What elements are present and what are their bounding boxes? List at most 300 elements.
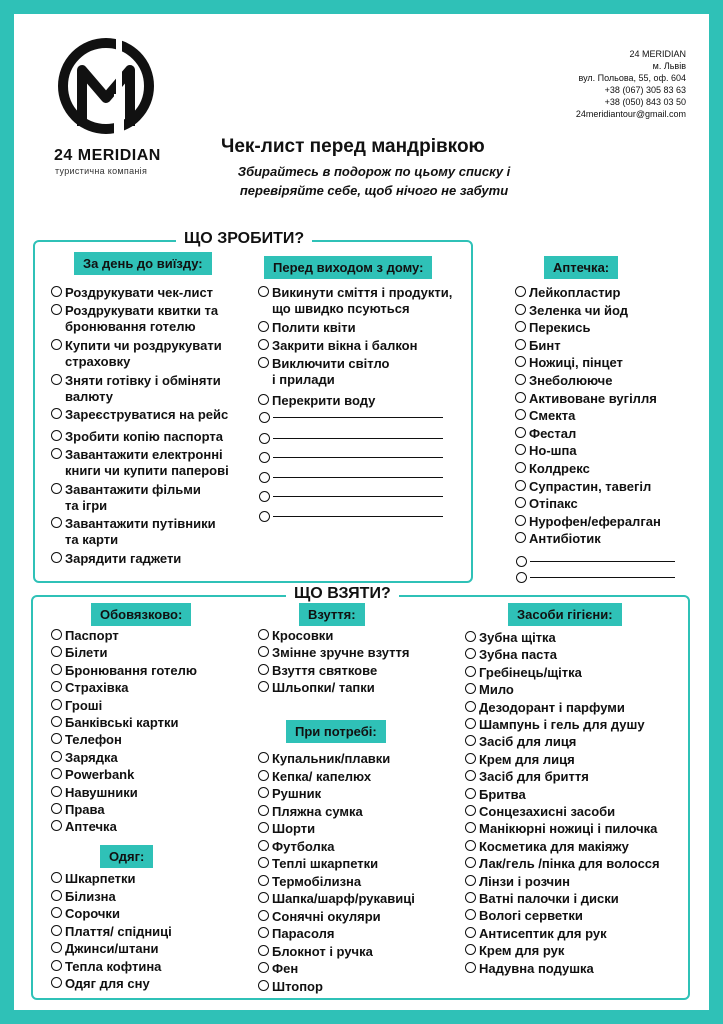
checklist-item[interactable] [51, 373, 221, 405]
checkbox-circle[interactable] [465, 857, 476, 868]
blank-entry[interactable] [516, 556, 675, 567]
shoes-header: Взуття: [299, 603, 365, 626]
checklist-item[interactable] [465, 752, 575, 768]
checkbox-circle[interactable] [465, 631, 476, 642]
checkbox-circle[interactable] [258, 822, 269, 833]
checklist-item[interactable] [258, 839, 335, 855]
checkbox-circle[interactable] [51, 629, 62, 640]
checklist-item-label: Футболка [272, 838, 335, 854]
checklist-item-label: Шорти [272, 821, 316, 836]
checklist-item[interactable] [51, 628, 119, 644]
checklist-item[interactable] [258, 751, 390, 767]
checkbox-circle[interactable] [465, 944, 476, 955]
contact-email: 24meridiantour@gmail.com [575, 109, 686, 119]
checklist-item-label: Банківські картки [65, 715, 179, 730]
checkbox-circle[interactable] [465, 788, 476, 799]
checkbox-circle[interactable] [51, 448, 62, 459]
checklist-item[interactable] [51, 750, 118, 766]
checkbox-circle[interactable] [258, 321, 269, 332]
checklist-item[interactable] [515, 285, 621, 301]
checklist-item[interactable] [465, 874, 570, 890]
checklist-item-label: Перекрити воду [272, 393, 376, 408]
checklist-item-label: Смекта [529, 408, 576, 424]
write-in-line [530, 561, 675, 562]
checklist-item-label: Лінзи і розчин [479, 873, 570, 889]
checklist-item[interactable] [515, 355, 623, 371]
checkbox-circle[interactable] [515, 427, 526, 438]
checklist-item-label: Шкарпетки [65, 871, 136, 886]
hygiene-header: Засоби гігієни: [508, 603, 622, 626]
checkbox-circle[interactable] [51, 803, 62, 814]
write-in-line [273, 477, 443, 478]
checklist-item[interactable] [465, 926, 607, 942]
checklist-item-label: Надувна подушка [479, 960, 594, 976]
checkbox-circle[interactable] [258, 752, 269, 763]
checklist-item-label: Термобілизна [272, 873, 362, 889]
checkbox-circle[interactable] [258, 840, 269, 851]
checkbox-circle[interactable] [465, 875, 476, 886]
write-in-line [273, 457, 443, 458]
checkbox-circle[interactable] [516, 556, 527, 567]
blank-entry[interactable] [259, 452, 443, 463]
checklist-item-label: Права [65, 802, 105, 817]
checklist-item-label: Джинси/штани [65, 941, 159, 956]
checklist-item[interactable] [515, 531, 601, 547]
checklist-item[interactable] [515, 303, 628, 319]
checklist-item[interactable] [51, 715, 179, 731]
checklist-item[interactable] [258, 338, 417, 354]
checklist-item[interactable] [465, 804, 615, 820]
checkbox-circle[interactable] [515, 392, 526, 403]
checklist-item-label: Супрастин, тавегіл [529, 478, 652, 494]
checkbox-circle[interactable] [465, 805, 476, 816]
checklist-item-label: Зарядити гаджети [65, 551, 182, 566]
checklist-item-label: Купальник/плавки [272, 751, 391, 766]
checklist-item-label: Зробити копію паспорта [65, 429, 223, 444]
checklist-item[interactable] [515, 338, 561, 354]
checklist-item-label: Манікюрні ножиці і пилочка [479, 821, 658, 837]
checkbox-circle[interactable] [258, 357, 269, 368]
blank-entry[interactable] [259, 491, 443, 502]
checklist-item[interactable] [515, 443, 577, 459]
checklist-item-label: Кросовки [272, 628, 334, 643]
page-subtitle [219, 162, 529, 200]
contact-phone-1: +38 (067) 305 83 63 [604, 85, 686, 95]
checklist-item[interactable] [51, 698, 102, 714]
checkbox-circle[interactable] [51, 907, 62, 918]
checklist-item-label: Роздрукувати чек-лист [65, 285, 214, 300]
clothes-header: Одяг: [100, 845, 153, 868]
checkbox-circle[interactable] [465, 735, 476, 746]
day-before-header: За день до виїзду: [74, 252, 212, 275]
checklist-item-label: Антибіотик [529, 531, 601, 547]
checkbox-circle[interactable] [51, 646, 62, 657]
checklist-item-label: Блокнот і ручка [272, 943, 373, 959]
checkbox-circle[interactable] [258, 892, 269, 903]
checklist-item-label: Бронювання готелю [65, 662, 197, 678]
checklist-item-label: Кепка/ капелюх [272, 768, 372, 784]
checkbox-circle[interactable] [51, 733, 62, 744]
checklist-item[interactable] [465, 734, 576, 750]
checkbox-circle[interactable] [515, 532, 526, 543]
meridian-logo-icon [54, 34, 158, 138]
checkbox-circle[interactable] [465, 666, 476, 677]
checklist-item-label: Теплі шкарпетки [272, 856, 379, 871]
checkbox-circle[interactable] [258, 286, 269, 297]
checkbox-circle[interactable] [258, 770, 269, 781]
checkbox-circle[interactable] [259, 511, 270, 522]
checklist-item[interactable] [258, 285, 452, 317]
blank-entry[interactable] [516, 572, 675, 583]
checklist-item-label: Фен [272, 961, 299, 976]
checklist-item[interactable] [465, 787, 526, 803]
checklist-item[interactable] [258, 663, 377, 679]
checklist-item[interactable] [258, 856, 378, 872]
checklist-item-label: Парасоля [272, 926, 335, 941]
checkbox-circle[interactable] [258, 394, 269, 405]
checkbox-circle[interactable] [51, 552, 62, 563]
checkbox-circle[interactable] [51, 768, 62, 779]
checklist-item-label: Но-шпа [529, 443, 577, 459]
checklist-item[interactable] [465, 769, 589, 785]
checklist-item[interactable] [465, 839, 629, 855]
checkbox-circle[interactable] [51, 339, 62, 350]
checklist-item[interactable] [515, 461, 590, 477]
checklist-item[interactable] [51, 663, 197, 679]
checklist-item-label: Дезодорант і парфуми [479, 699, 625, 715]
blank-entry[interactable] [259, 433, 443, 444]
checklist-item-label: Засіб для бриття [479, 769, 589, 785]
checkbox-circle[interactable] [515, 480, 526, 491]
checkbox-circle[interactable] [465, 909, 476, 920]
checkbox-circle[interactable] [465, 683, 476, 694]
checklist-item-label: Бритва [479, 786, 526, 802]
checkbox-circle[interactable] [465, 770, 476, 781]
checklist-item-label: Завантажити фільми та ігри [65, 482, 201, 513]
checklist-item[interactable] [51, 819, 117, 835]
checkbox-circle[interactable] [51, 872, 62, 883]
checkbox-circle[interactable] [258, 927, 269, 938]
write-in-line [530, 577, 675, 578]
checklist-item-label: Телефон [65, 732, 122, 748]
checkbox-circle[interactable] [515, 462, 526, 473]
checklist-item[interactable] [258, 356, 389, 388]
subtitle-line-1: Збирайтесь в подорож по цьому списку і [237, 164, 511, 179]
checklist-item[interactable] [258, 786, 321, 802]
contact-address: вул. Польова, 55, оф. 604 [578, 73, 686, 83]
checklist-item-label: Гребінець/щітка [479, 664, 582, 680]
checkbox-circle[interactable] [515, 497, 526, 508]
checkbox-circle[interactable] [258, 629, 269, 640]
checkbox-circle[interactable] [51, 408, 62, 419]
checkbox-circle[interactable] [51, 286, 62, 297]
checklist-item[interactable] [258, 961, 298, 977]
blank-entry[interactable] [259, 412, 443, 423]
checklist-item[interactable] [515, 391, 657, 407]
checklist-item-label: Отіпакс [529, 496, 578, 512]
checklist-item-label: Роздрукувати квитки та бронювання готелю [65, 303, 219, 334]
checklist-item-label: Рушник [272, 786, 322, 801]
checklist-item-label: Ватні палочки і диски [479, 891, 619, 906]
checklist-item[interactable] [258, 645, 409, 661]
checkbox-circle[interactable] [515, 374, 526, 385]
checkbox-circle[interactable] [258, 857, 269, 868]
checkbox-circle[interactable] [51, 925, 62, 936]
checklist-item-label: Зубна паста [479, 647, 558, 663]
checklist-item[interactable] [258, 979, 323, 995]
checklist-item-label: Засіб для лиця [479, 734, 577, 750]
checkbox-circle[interactable] [258, 681, 269, 692]
todo-title: ЩО ЗРОБИТИ? [176, 230, 312, 248]
checkbox-circle[interactable] [51, 977, 62, 988]
checklist-item-label: Антисептик для рук [479, 925, 607, 941]
checklist-item[interactable] [258, 320, 356, 336]
checklist-item-label: Ножиці, пінцет [529, 355, 623, 371]
checkbox-circle[interactable] [465, 718, 476, 729]
checkbox-circle[interactable] [258, 962, 269, 973]
checkbox-circle[interactable] [465, 753, 476, 764]
checklist-item[interactable] [465, 630, 556, 646]
checklist-item-label: Powerbank [65, 767, 135, 783]
checkbox-circle[interactable] [258, 945, 269, 956]
checkbox-circle[interactable] [51, 716, 62, 727]
checklist-item[interactable] [51, 767, 134, 783]
checkbox-circle[interactable] [51, 751, 62, 762]
checkbox-circle[interactable] [51, 699, 62, 710]
contact-block [576, 48, 686, 120]
contact-city: м. Львів [652, 61, 686, 71]
checkbox-circle[interactable] [51, 786, 62, 797]
checklist-item[interactable] [51, 285, 213, 301]
checklist-item-label: Тепла кофтина [65, 958, 162, 974]
checkbox-circle[interactable] [465, 648, 476, 659]
checklist-item[interactable] [51, 802, 105, 818]
checklist-item-label: Викинути сміття і продукти, що швидко псуються [272, 285, 453, 316]
checklist-item[interactable] [51, 785, 138, 801]
checklist-item-label: Страхівка [65, 680, 129, 696]
checkbox-circle[interactable] [259, 433, 270, 444]
checklist-item-label: Купити чи роздрукувати страховку [65, 338, 222, 369]
checklist-item[interactable] [51, 924, 172, 940]
checklist-item-label: Нурофен/ефералган [529, 513, 661, 529]
checklist-item[interactable] [51, 516, 216, 548]
checklist-item-label: Косметика для макіяжу [479, 838, 629, 854]
checklist-item-label: Сонячні окуляри [272, 908, 381, 924]
checkbox-circle[interactable] [51, 517, 62, 528]
checklist-item[interactable] [258, 821, 315, 837]
checklist-item-label: Пляжна сумка [272, 803, 363, 819]
checklist-item-label: Крем для лиця [479, 751, 575, 767]
checkbox-circle[interactable] [51, 942, 62, 953]
page-title: Чек-лист перед мандрівкою [221, 136, 485, 157]
checkbox-circle[interactable] [465, 927, 476, 938]
checklist-item[interactable] [258, 680, 375, 696]
checkbox-circle[interactable] [258, 805, 269, 816]
checklist-item-label: Лейкопластир [529, 285, 621, 300]
checklist-item-label: Завантажити путівники та карти [65, 516, 216, 547]
checklist-item-label: Аптечка [65, 819, 117, 835]
checklist-item[interactable] [465, 856, 660, 872]
checkbox-circle[interactable] [515, 286, 526, 297]
checklist-item-label: Вологі серветки [479, 908, 583, 924]
checkbox-circle[interactable] [515, 304, 526, 315]
write-in-line [273, 516, 443, 517]
checkbox-circle[interactable] [516, 572, 527, 583]
checkbox-circle[interactable] [259, 412, 270, 423]
checklist-item[interactable] [465, 647, 557, 663]
checkbox-circle[interactable] [51, 304, 62, 315]
checkbox-circle[interactable] [51, 681, 62, 692]
checkbox-circle[interactable] [515, 444, 526, 455]
checkbox-circle[interactable] [51, 890, 62, 901]
checkbox-circle[interactable] [258, 980, 269, 991]
checklist-item[interactable] [258, 909, 381, 925]
blank-entry[interactable] [259, 511, 443, 522]
checklist-item[interactable] [51, 429, 223, 445]
contact-phone-2: +38 (050) 843 03 50 [604, 97, 686, 107]
brand-name: 24 MERIDIAN [54, 147, 161, 164]
checklist-item-label: Завантажити електронні книги чи купити паперові [65, 447, 229, 478]
checklist-item-label: Виключити світло і прилади [272, 356, 390, 387]
checklist-item[interactable] [258, 628, 333, 644]
checkbox-circle[interactable] [51, 483, 62, 494]
checklist-item[interactable] [515, 514, 661, 530]
checkbox-circle[interactable] [515, 356, 526, 367]
checklist-item[interactable] [51, 680, 129, 696]
checklist-item-label: Зеленка чи йод [529, 302, 629, 318]
checklist-item-label: Зарядка [65, 749, 118, 765]
checklist-item-label: Полити квіти [272, 320, 356, 335]
checklist-item[interactable] [515, 479, 651, 495]
checklist-item-label: Шампунь і гель для душу [479, 717, 645, 732]
checkbox-circle[interactable] [258, 910, 269, 921]
checklist-item[interactable] [258, 804, 363, 820]
before-leaving-header: Перед виходом з дому: [264, 256, 432, 279]
checklist-item-label: Штопор [272, 978, 323, 994]
checkbox-circle[interactable] [51, 374, 62, 385]
checkbox-circle[interactable] [51, 664, 62, 675]
brand-tagline: туристична компанія [55, 166, 148, 176]
checkbox-circle[interactable] [465, 962, 476, 973]
checklist-item-label: Колдрекс [529, 461, 590, 476]
checkbox-circle[interactable] [515, 321, 526, 332]
checkbox-circle[interactable] [465, 701, 476, 712]
contact-company: 24 MERIDIAN [629, 49, 686, 59]
checklist-item[interactable] [258, 874, 361, 890]
first-aid-header: Аптечка: [544, 256, 618, 279]
checklist-item[interactable] [51, 732, 122, 748]
checklist-item[interactable] [51, 976, 150, 992]
blank-entry[interactable] [259, 472, 443, 483]
checklist-item-label: Зняти готівку і обміняти валюту [65, 373, 221, 404]
checkbox-circle[interactable] [465, 822, 476, 833]
checklist-item[interactable] [258, 769, 371, 785]
checkbox-circle[interactable] [515, 515, 526, 526]
checklist-item[interactable] [465, 891, 619, 907]
checklist-item[interactable] [51, 959, 161, 975]
checklist-item-label: Одяг для сну [65, 976, 150, 991]
checkbox-circle[interactable] [515, 409, 526, 420]
checklist-item-label: Знеболююче [529, 373, 613, 388]
write-in-line [273, 417, 443, 418]
checklist-item-label: Шльопки/ тапки [272, 680, 375, 696]
checklist-item-label: Білети [65, 645, 108, 661]
checklist-item-label: Білизна [65, 888, 116, 904]
checkbox-circle[interactable] [259, 491, 270, 502]
checklist-item[interactable] [465, 821, 657, 837]
checkbox-circle[interactable] [51, 820, 62, 831]
checklist-item[interactable] [51, 338, 222, 370]
checkbox-circle[interactable] [259, 452, 270, 463]
checklist-item-label: Фестал [529, 425, 577, 441]
checklist-item[interactable] [515, 408, 575, 424]
mandatory-header: Обовязково: [91, 603, 191, 626]
checkbox-circle[interactable] [465, 892, 476, 903]
checklist-item[interactable] [465, 961, 594, 977]
checklist-item[interactable] [51, 482, 201, 514]
checkbox-circle[interactable] [465, 840, 476, 851]
checklist-item[interactable] [465, 700, 625, 716]
checklist-item[interactable] [515, 373, 612, 389]
checklist-item[interactable] [51, 407, 228, 423]
checklist-item-label: Змінне зручне взуття [272, 645, 410, 661]
checkbox-circle[interactable] [258, 787, 269, 798]
checkbox-circle[interactable] [515, 339, 526, 350]
checklist-item[interactable] [465, 717, 645, 733]
checklist-item[interactable] [465, 665, 582, 681]
checkbox-circle[interactable] [258, 664, 269, 675]
checklist-item[interactable] [515, 426, 576, 442]
checklist-item-label: Зубна щітка [479, 630, 556, 645]
checklist-item[interactable] [515, 320, 590, 336]
checklist-item-label: Бинт [529, 337, 561, 353]
checklist-item[interactable] [465, 682, 514, 698]
checklist-item-label: Лак/гель /пінка для волосся [479, 856, 660, 872]
checklist-item[interactable] [465, 908, 583, 924]
write-in-line [273, 438, 443, 439]
checklist-item-label: Активоване вугілля [529, 390, 657, 406]
checkbox-circle[interactable] [51, 960, 62, 971]
checkbox-circle[interactable] [51, 430, 62, 441]
checklist-item[interactable] [51, 645, 107, 661]
checklist-item-label: Сонцезахисні засоби [479, 804, 616, 819]
checklist-item[interactable] [51, 303, 218, 335]
checklist-item[interactable] [258, 926, 334, 942]
checkbox-circle[interactable] [258, 875, 269, 886]
checklist-item[interactable] [258, 393, 375, 409]
checkbox-circle[interactable] [258, 339, 269, 350]
checklist-item[interactable] [515, 496, 578, 512]
checkbox-circle[interactable] [259, 472, 270, 483]
checklist-item[interactable] [258, 891, 415, 907]
checkbox-circle[interactable] [258, 646, 269, 657]
checklist-item-label: Сорочки [65, 906, 120, 921]
if-needed-header: При потребі: [286, 720, 386, 743]
write-in-line [273, 496, 443, 497]
checklist-item-label: Навушники [65, 784, 138, 800]
checklist-item[interactable] [51, 941, 158, 957]
checklist-item[interactable] [51, 906, 120, 922]
checklist-item-label: Шапка/шарф/рукавиці [272, 891, 415, 906]
checklist-item[interactable] [465, 943, 564, 959]
checklist-item-label: Плаття/ спідниці [65, 923, 172, 939]
checklist-item[interactable] [51, 889, 116, 905]
checklist-item[interactable] [51, 551, 181, 567]
checklist-item[interactable] [51, 871, 136, 887]
checklist-item-label: Гроші [65, 697, 103, 713]
checklist-item[interactable] [258, 944, 373, 960]
checklist-item[interactable] [51, 447, 229, 479]
